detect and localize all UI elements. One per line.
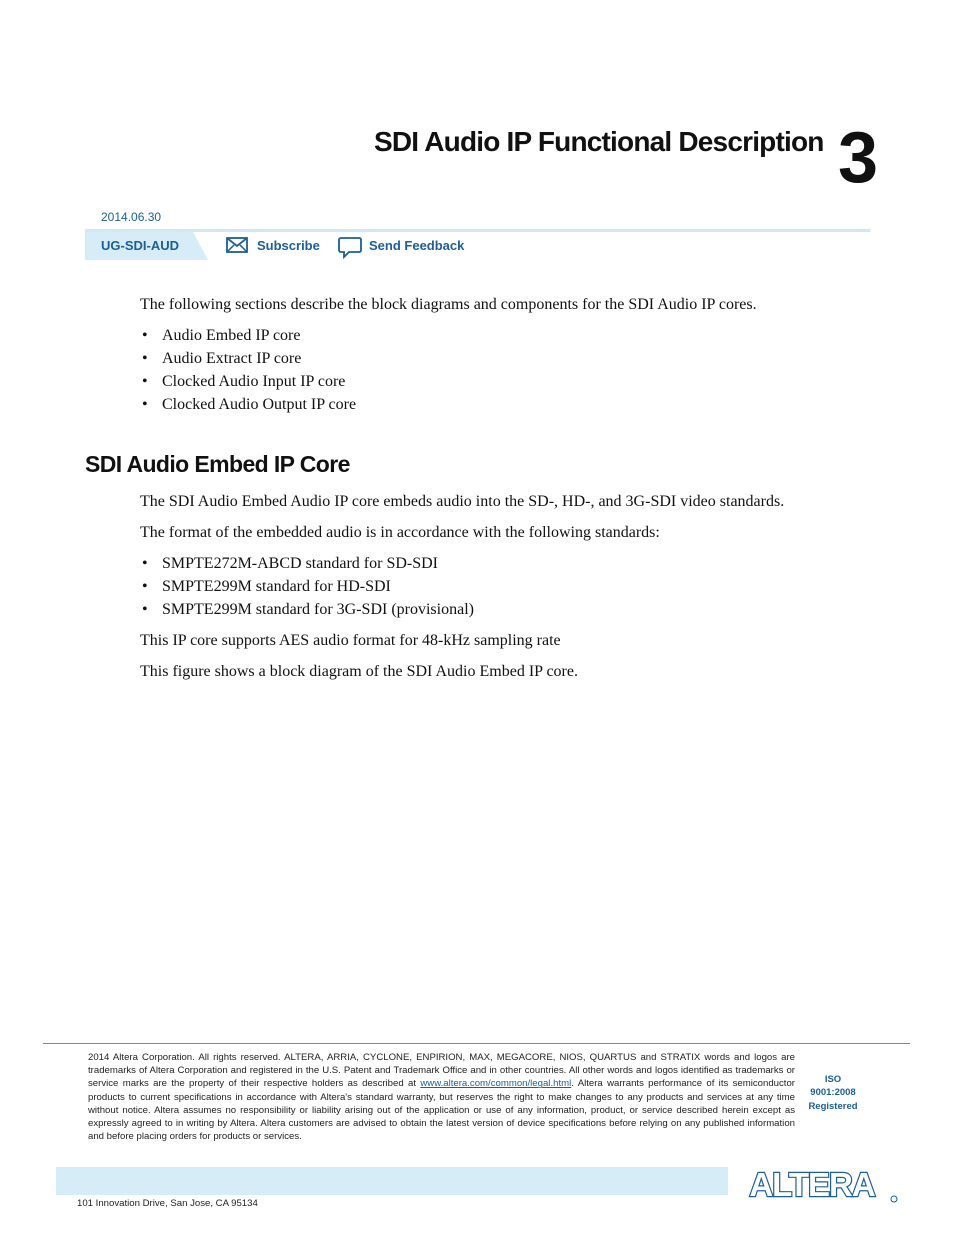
intro-paragraph: The following sections describe the block diagrams and components for the SDI Audio IP cores. (140, 296, 757, 313)
list-item: • Clocked Audio Input IP core (140, 372, 356, 395)
send-feedback-link[interactable]: Send Feedback (369, 238, 465, 253)
section-paragraph: This IP core supports AES audio format for 48-kHz sampling rate (140, 632, 561, 649)
envelope-icon[interactable] (226, 237, 248, 253)
list-item: • SMPTE272M-ABCD standard for SD-SDI (140, 554, 474, 577)
publish-date: 2014.06.30 (101, 210, 162, 224)
footer-divider (43, 1043, 910, 1044)
chapter-number: 3 (838, 118, 879, 198)
doc-id: UG-SDI-AUD (101, 238, 179, 253)
standards-list (140, 554, 474, 623)
legal-link[interactable]: www.altera.com/common/legal.html (420, 1078, 572, 1090)
list-item: • Audio Extract IP core (140, 349, 356, 372)
altera-logo (728, 1164, 900, 1206)
svg-text:ALTERA: ALTERA (749, 1166, 875, 1203)
list-item: • SMPTE299M standard for HD-SDI (140, 577, 474, 600)
header-band (85, 229, 870, 232)
company-address: 101 Innovation Drive, San Jose, CA 95134 (77, 1198, 258, 1209)
section-heading: SDI Audio Embed IP Core (85, 451, 350, 477)
section-paragraph: The SDI Audio Embed Audio IP core embeds audio into the SD-, HD-, and 3G-SDI video standards. (140, 493, 785, 510)
chapter-title: SDI Audio IP Functional Description (374, 126, 824, 157)
intro-list (140, 326, 356, 418)
section-paragraph: This figure shows a block diagram of the SDI Audio Embed IP core. (140, 663, 578, 680)
subscribe-link[interactable]: Subscribe (257, 238, 320, 253)
list-item: • Clocked Audio Output IP core (140, 395, 356, 418)
list-item: • SMPTE299M standard for 3G-SDI (provisional) (140, 600, 474, 623)
iso-badge: ISO 9001:2008 Registered (808, 1074, 858, 1112)
list-item: • Audio Embed IP core (140, 326, 356, 349)
speech-bubble-icon[interactable] (338, 237, 362, 259)
legal-notice: 2014 Altera Corporation. All rights reserved. ALTERA, ARRIA, CYCLONE, ENPIRION, MAX, MEGACORE, NIOS, QUARTUS and STRATIX words and logos are trademarks of Altera Corporation and registered in the U.S. Patent and Trademark Office and in other countries. All other words and logos identified as trademarks or service marks are the property of their respective holders as described at www.altera.com/common/legal.html. Altera warrants performance of its semiconductor products to current specifications in accordance with Altera's standard warranty, but reserves the right to make changes to any products and services at any time without notice. Altera assumes no responsibility or liability arising out of the application or use of any information, product, or service described herein except as expressly agreed to in writing by Altera. Altera customers are advised to obtain the latest version of device specifications before relying on any published information and before placing orders for products or services. (88, 1052, 795, 1143)
footer-band (56, 1167, 728, 1195)
section-paragraph: The format of the embedded audio is in accordance with the following standards: (140, 524, 660, 541)
